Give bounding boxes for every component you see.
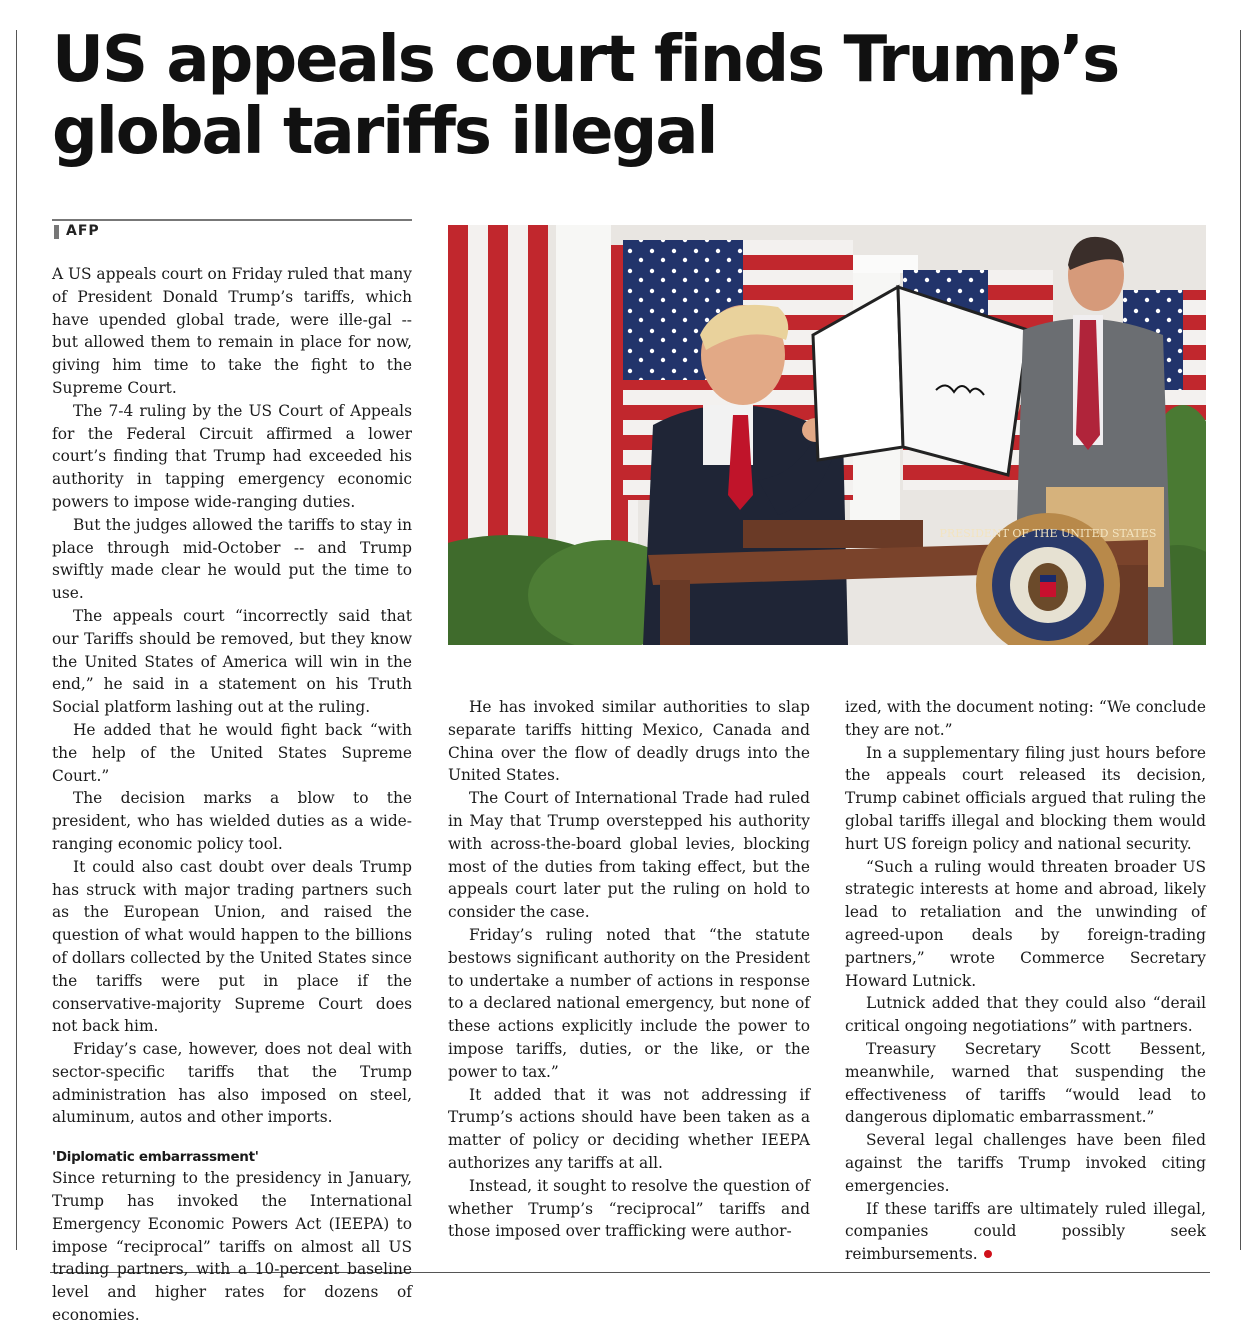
paragraph-final xyxy=(845,1198,1206,1266)
article-column-3 xyxy=(845,696,1206,1266)
byline: AFP xyxy=(66,223,100,239)
paragraph: The decision marks a blow to the president, who has wielded duties as a wide-ranging economic policy tool. xyxy=(52,789,412,853)
paragraph: It could also cast doubt over deals Trump has struck with major trading partners such as the European Union, and raised the question of what would happen to the billions of dollars collected by the United States since the tariffs were put in place if the conservative-majority Supreme Court does not back him. xyxy=(52,857,412,1036)
paragraph: In a supplementary filing just hours before the appeals court released its decision, Trump cabinet officials argued that ruling the global tariffs illegal and blocking them would hurt US foreign policy and national security. xyxy=(845,743,1206,853)
paragraph: Since returning to the presidency in January, Trump has invoked the International Emergency Economic Powers Act (IEEPA) to impose “reciprocal” tariffs on almost all US trading partners, with a 10-percent baseline level and higher rates for dozens of economies. xyxy=(52,1169,412,1325)
news-photo xyxy=(448,225,1206,645)
paragraph: Several legal challenges have been filed against the tariffs Trump invoked citing emergencies. xyxy=(845,1131,1206,1195)
paragraph: But the judges allowed the tariffs to stay in place through mid-October -- and Trump swiftly made clear he would put the time to use. xyxy=(52,515,412,603)
final-text: If these tariffs are ultimately ruled illegal, companies could possibly seek reimbursements. xyxy=(845,1199,1206,1264)
paragraph: Lutnick added that they could also “derail critical ongoing negotiations” with partners. xyxy=(845,994,1206,1036)
right-column-rule xyxy=(1240,30,1241,1250)
paragraph-continued: ized, with the document noting: “We conclude they are not.” xyxy=(845,698,1206,739)
paragraph: The 7-4 ruling by the US Court of Appeals for the Federal Circuit affirmed a lower court’s finding that Trump had exceeded his authority in tapping emergency economic powers to impose wide-ranging duties. xyxy=(52,401,412,511)
byline-rule xyxy=(52,219,412,221)
paragraph: It added that it was not addressing if Trump’s actions should have been taken as a matter of policy or deciding whether IEEPA authorizes any tariffs at all. xyxy=(448,1085,810,1172)
article-column-1 xyxy=(52,263,412,1327)
paragraph: The appeals court “incorrectly said that our Tariffs should be removed, but they know the United States of America will win in the end,” he said in a statement on his Truth Social platform lashing out at the ruling. xyxy=(52,606,412,717)
paragraph: The Court of International Trade had ruled in May that Trump overstepped his authority with across-the-board global levies, blocking most of the duties from taking effect, but the appeals court later put the ruling on hold to consider the case. xyxy=(448,789,810,922)
subheading: 'Diplomatic embarrassment' xyxy=(52,1149,259,1166)
byline-marker xyxy=(54,225,59,239)
paragraph: Friday’s ruling noted that “the statute bestows significant authority on the President to undertake a number of actions in response to a declared national emergency, but none of these actions explicitly include the power to impose tariffs, duties, or the like, or the power to tax.” xyxy=(448,925,810,1081)
paragraph: Friday’s case, however, does not deal with sector-specific tariffs that the Trump administration has also imposed on steel, aluminum, autos and other imports. xyxy=(52,1040,412,1127)
article-column-2 xyxy=(448,696,810,1243)
paragraph: Instead, it sought to resolve the question of whether Trump’s “reciprocal” tariffs and those imposed over trafficking were author- xyxy=(448,1176,810,1241)
headline-line-2: global tariffs illegal xyxy=(52,95,717,169)
seal-lettering: PRESIDENT OF THE UNITED STATES xyxy=(939,527,1157,540)
paragraph: “Such a ruling would threaten broader US strategic interests at home and abroad, likely lead to retaliation and the unwinding of agreed-upon deals by foreign-trading partners,” wrote Commerce Secretary Howard Lutnick. xyxy=(845,857,1206,990)
left-column-rule xyxy=(16,30,17,1250)
paragraph: Treasury Secretary Scott Bessent, meanwhile, warned that suspending the effectiveness of tariffs “would lead to dangerous diplomatic embarrassment.” xyxy=(845,1039,1206,1127)
paragraph: He has invoked similar authorities to slap separate tariffs hitting Mexico, Canada and China over the flow of deadly drugs into the United States. xyxy=(448,698,810,785)
end-of-article-icon xyxy=(984,1250,992,1258)
headline xyxy=(52,24,1222,168)
paragraph: A US appeals court on Friday ruled that many of President Donald Trump’s tariffs, which have upended global trade, were ille-gal -- but allowed them to remain in place for now, giving him time to take the fight to the Supreme Court. xyxy=(52,265,412,397)
headline-line-1: US appeals court finds Trump’s xyxy=(52,23,1119,97)
paragraph: He added that he would fight back “with the help of the United States Supreme Court.” xyxy=(52,720,412,785)
